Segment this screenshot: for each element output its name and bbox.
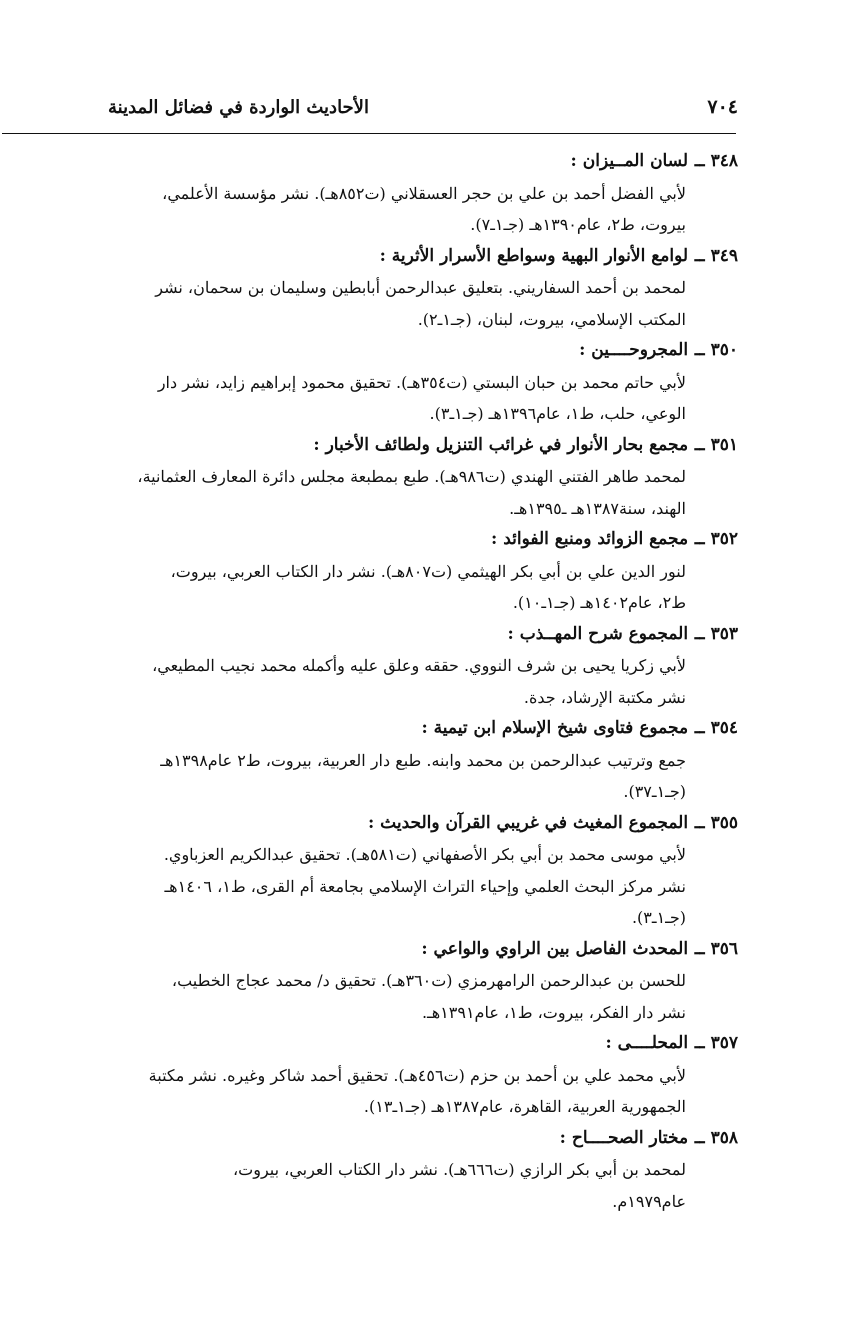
entry-line: لأبي محمد علي بن أحمد بن حزم (ت٤٥٦هـ). تحقيق أحمد شاكر وغيره. نشر مكتبة [148,1065,686,1085]
entry-line: لمحمد بن أحمد السفاريني. بتعليق عبدالرحمن أبابطين وسليمان بن سحمان، نشر [155,278,686,297]
entry-description [48,556,738,619]
bibliography-entry [48,146,738,241]
entry-line: لمحمد بن أبي بكر الرازي (ت٦٦٦هـ). نشر دار الكتاب العربي، بيروت، [233,1160,686,1179]
entry-number: ٣٤٨ ــ [694,151,738,171]
entry-number: ٣٥٣ ــ [694,623,738,644]
entry-line: نشر مكتبة الإرشاد، جدة. [523,687,686,707]
entry-heading [48,335,738,367]
entry-number: ٣٥٤ ــ [694,718,738,738]
entry-number: ٣٥٧ ــ [694,1033,738,1053]
bibliography-entry [48,713,738,808]
entry-heading [48,934,738,966]
entry-title: المجموع المغيث في غريبي القرآن والحديث : [367,812,689,833]
header-divider [2,133,736,134]
entry-title: لوامع الأنوار البهية وسواطع الأسرار الأثرية : [379,245,689,266]
entry-number: ٣٥٢ ــ [694,529,738,549]
entry-description [48,272,738,335]
bibliography-entry [48,934,738,1029]
entry-title: لسان المــيزان : [570,151,689,171]
page-header [108,84,738,118]
entry-title: مختار الصحــــاح : [559,1127,689,1148]
entry-number: ٣٥٥ ــ [694,812,738,833]
entry-description [48,367,738,430]
entry-line: الجمهورية العربية، القاهرة، عام١٣٨٧هـ (جـ١ـ١٣). [363,1097,686,1116]
entry-line: ط٢، عام١٤٠٢هـ (جـ١ـ١٠). [512,593,686,612]
entry-title: المحلــــى : [605,1033,689,1053]
bibliography-entry [48,241,738,336]
entry-heading [48,1123,738,1155]
entry-number: ٣٥١ ــ [694,434,738,455]
entry-heading [48,619,738,651]
entry-heading [48,241,738,273]
entry-line: الوعي، حلب، ط١، عام١٣٩٦هـ (جـ١ـ٣). [429,404,686,423]
entry-description [48,650,738,713]
bibliography-entry [48,1123,738,1218]
bibliography-entry [48,619,738,714]
entry-heading [48,524,738,556]
entry-line: لأبي زكريا يحيى بن شرف النووي. حققه وعلق عليه وأكمله محمد نجيب المطيعي، [152,656,686,675]
running-title: الأحاديث الواردة في فضائل المدينة [108,97,369,118]
entry-line: نشر مركز البحث العلمي وإحياء التراث الإسلامي بجامعة أم القرى، ط١، ١٤٠٦هـ [164,876,686,896]
entry-line: بيروت، ط٢، عام١٣٩٠هـ (جـ١ـ٧). [470,215,686,234]
entry-number: ٣٤٩ ــ [694,245,738,266]
entry-title: المجروحــــين : [579,340,689,360]
bibliography-entry [48,808,738,934]
bibliography-entry [48,335,738,430]
entry-line: لأبي الفضل أحمد بن علي بن حجر العسقلاني (ت٨٥٢هـ). نشر مؤسسة الأعلمي، [162,183,686,203]
entry-description [48,745,738,808]
entry-title: المحدث الفاصل بين الراوي والواعي : [421,938,689,959]
entry-title: مجمع بحار الأنوار في غرائب التنزيل ولطائف الأخبار : [313,434,689,455]
entry-heading [48,808,738,840]
entry-line: لأبي حاتم محمد بن حبان البستي (ت٣٥٤هـ). تحقيق محمود إبراهيم زايد، نشر دار [157,372,686,392]
entry-description [48,461,738,524]
entry-description [48,1154,738,1217]
entry-number: ٣٥٠ ــ [694,340,738,360]
bibliography-entry [48,1028,738,1123]
entry-line: لأبي موسى محمد بن أبي بكر الأصفهاني (ت٥٨١هـ). تحقيق عبدالكريم العزباوي. [163,845,686,864]
entry-heading [48,1028,738,1060]
entry-description [48,1060,738,1123]
entry-line: (جـ١ـ٣٧). [623,782,686,801]
entry-title: المجموع شرح المهــذب : [507,623,689,644]
bibliography-list [48,146,738,1217]
bibliography-entry [48,524,738,619]
entry-title: مجمع الزوائد ومنبع الفوائد : [491,529,689,549]
entry-line: لمحمد طاهر الفتني الهندي (ت٩٨٦هـ). طبع بمطبعة مجلس دائرة المعارف العثمانية، [137,467,686,486]
entry-line: عام١٩٧٩م. [612,1191,686,1211]
entry-heading [48,713,738,745]
entry-line: جمع وترتيب عبدالرحمن بن محمد وابنه. طبع دار العربية، بيروت، ط٢ عام١٣٩٨هـ [160,750,686,770]
entry-number: ٣٥٦ ــ [694,938,738,959]
entry-line: الهند، سنة١٣٨٧هـ ـ١٣٩٥هـ. [509,498,686,518]
entry-description [48,965,738,1028]
entry-number: ٣٥٨ ــ [694,1127,738,1148]
entry-description [48,178,738,241]
entry-description [48,839,738,934]
entry-line: للحسن بن عبدالرحمن الرامهرمزي (ت٣٦٠هـ). تحقيق د/ محمد عجاج الخطيب، [171,971,686,990]
entry-heading [48,146,738,178]
entry-title: مجموع فتاوى شيخ الإسلام ابن تيمية : [421,718,689,738]
entry-line: المكتب الإسلامي، بيروت، لبنان، (جـ١ـ٢). [417,309,686,329]
entry-line: نشر دار الفكر، بيروت، ط١، عام١٣٩١هـ. [421,1002,686,1022]
bibliography-entry [48,430,738,525]
page-number: ٧٠٤ [707,96,738,118]
entry-line: (جـ١ـ٣). [631,908,686,927]
entry-line: لنور الدين علي بن أبي بكر الهيثمي (ت٨٠٧هـ). نشر دار الكتاب العربي، بيروت، [170,561,686,581]
entry-heading [48,430,738,462]
